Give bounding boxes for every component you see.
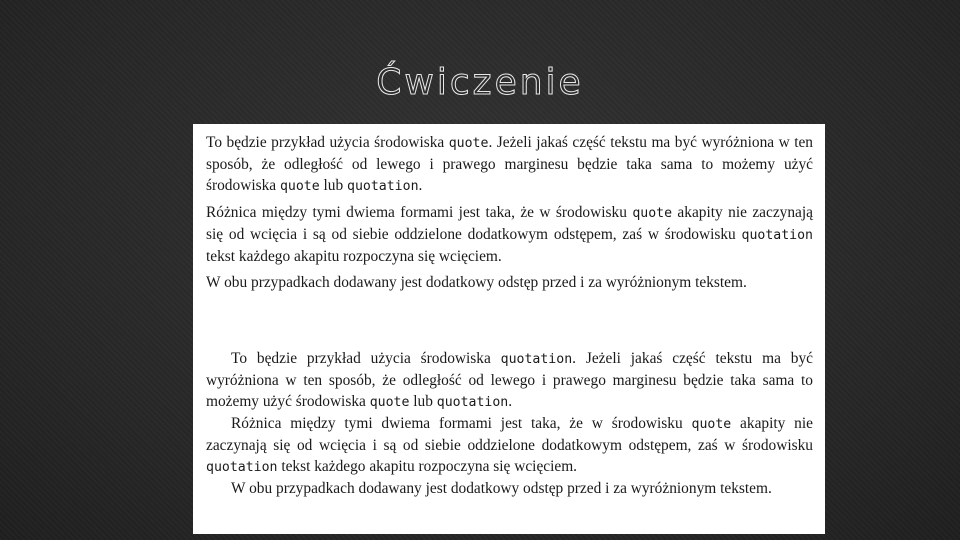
text-run: To będzie przykład użycia środowiska: [231, 350, 501, 367]
text-run: W obu przypadkach dodawany jest dodatkowy odstęp przed i za wyróżnionym tekstem.: [206, 274, 747, 291]
code-keyword: quotation: [206, 460, 278, 475]
quotation-paragraph-3: [206, 478, 813, 499]
text-run: lub: [319, 177, 348, 194]
code-keyword: quotation: [741, 228, 813, 243]
text-run: . Jeżeli jakaś część tekstu ma być wyróżniona w ten sposób, że odległość od lewego i prawego marginesu będzie taka sama to możemy użyć środowiska: [206, 134, 814, 194]
text-run: .: [508, 393, 513, 410]
quotation-paragraph-2: [206, 413, 813, 478]
text-run: To będzie przykład użycia środowiska: [206, 134, 449, 151]
quotation-paragraph-1: [206, 348, 813, 413]
code-keyword: quote: [279, 179, 320, 194]
code-keyword: quote: [448, 136, 489, 151]
text-run: tekst każdego akapitu rozpoczyna się wcięciem.: [206, 248, 502, 265]
quotation-example-block: [206, 348, 813, 499]
code-keyword: quote: [691, 417, 732, 432]
code-keyword: quotation: [436, 395, 509, 410]
quote-paragraph-3: [206, 272, 813, 293]
text-run: W obu przypadkach dodawany jest dodatkowy odstęp przed i za wyróżnionym tekstem.: [231, 480, 772, 497]
document-image: [193, 124, 825, 534]
text-run: . Jeżeli jakaś część tekstu ma być wyróżniona w ten sposób, że odległość od lewego i prawego marginesu będzie taka sama to możemy użyć środowiska: [206, 350, 813, 410]
text-run: akapity nie zaczynają się od wcięcia i są od siebie oddzielone dodatkowym odstępem, zaś w środowisku: [206, 204, 813, 243]
slide-title: Ćwiczenie: [376, 62, 584, 103]
code-keyword: quote: [369, 395, 410, 410]
text-run: Różnica między tymi dwiema formami jest taka, że w środowisku: [206, 204, 633, 221]
text-run: akapity nie zaczynają się od wcięcia i są od siebie oddzielone dodatkowym odstępem, zaś w środowisku: [206, 415, 813, 454]
text-run: lub: [409, 393, 437, 410]
code-keyword: quote: [632, 206, 673, 221]
text-run: tekst każdego akapitu rozpoczyna się wcięciem.: [277, 458, 578, 475]
code-keyword: quotation: [347, 179, 419, 194]
text-run: Różnica między tymi dwiema formami jest taka, że w środowisku: [231, 415, 692, 432]
quote-example-block: [206, 132, 813, 293]
code-keyword: quotation: [500, 352, 573, 367]
quote-paragraph-1: [206, 132, 813, 197]
quote-paragraph-2: [206, 202, 813, 267]
text-run: .: [418, 177, 423, 194]
